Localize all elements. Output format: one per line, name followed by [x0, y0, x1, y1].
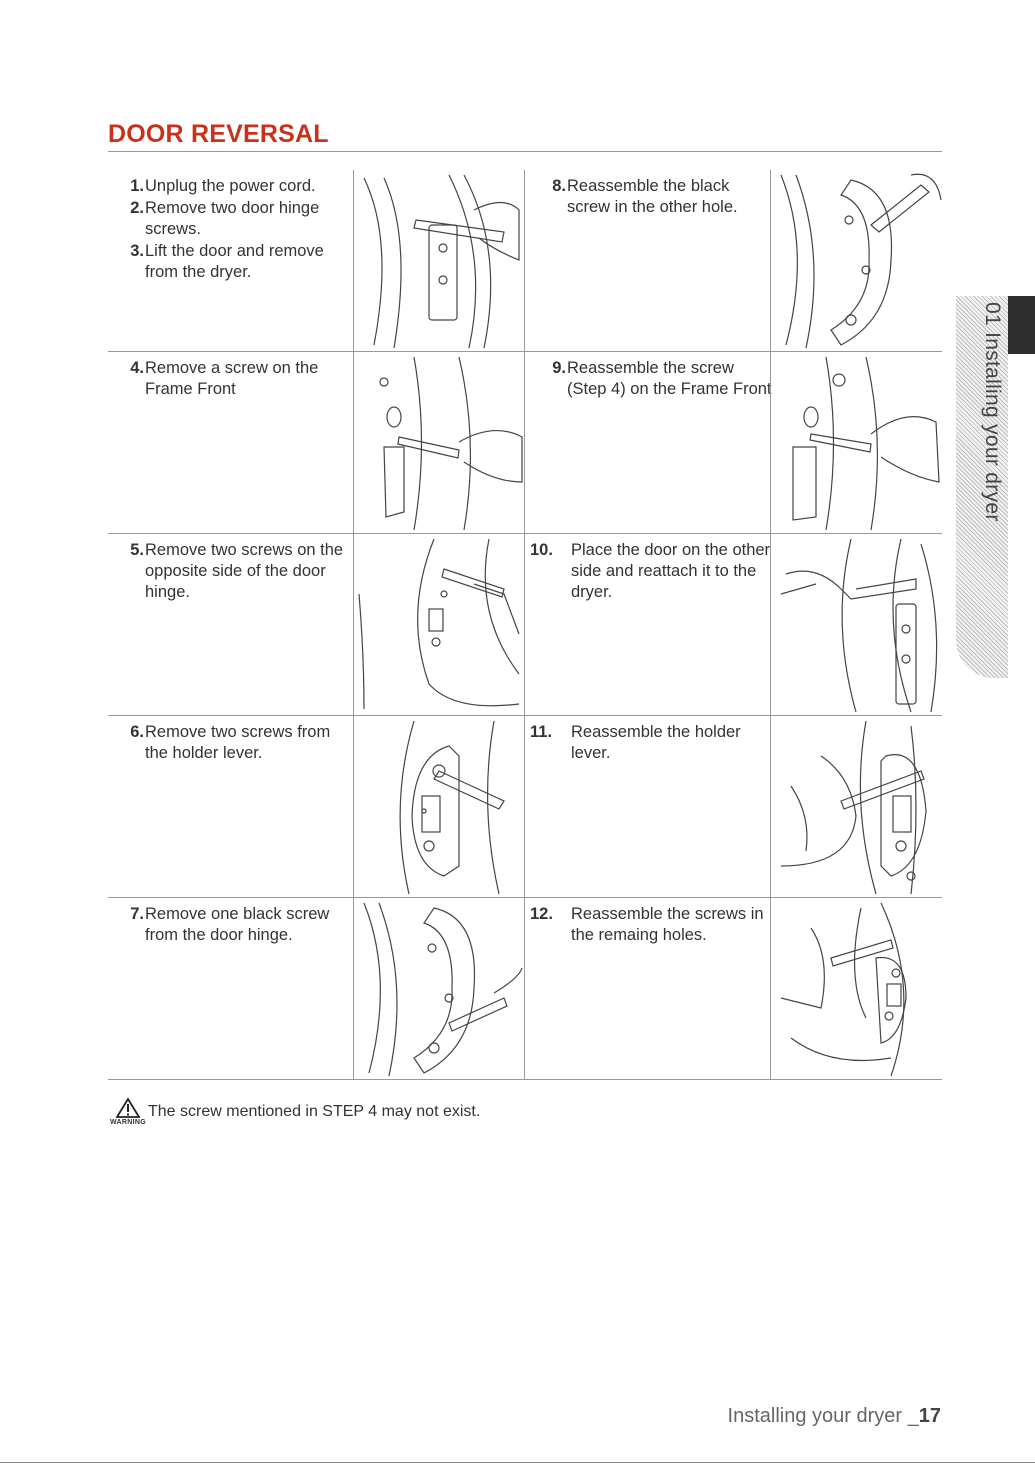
step-illustration-black-screw-remove [353, 898, 525, 1080]
step-text-cell [530, 358, 774, 401]
step-text-cell [530, 722, 774, 765]
side-tab-label: 01 Installing your dryer [981, 302, 1004, 522]
steps-grid [108, 170, 942, 1080]
bottom-rule [0, 1462, 1035, 1463]
step-item: 2. Remove two door hinge screws. [130, 199, 320, 238]
step-text-cell [108, 358, 344, 401]
step-item: 1. Unplug the power cord. [130, 177, 316, 195]
step-text-cell [108, 176, 344, 284]
step-text-cell [530, 904, 774, 947]
step-illustration-holder-lever-reassemble [770, 716, 943, 898]
step-illustration-frame-screw-reassemble [770, 352, 943, 534]
step-item: 12. Reassemble the screws in the remaing holes. [530, 905, 764, 944]
warning-triangle-icon [116, 1098, 140, 1118]
step-illustration-remaining-screws [770, 898, 943, 1080]
chapter-side-tab [956, 296, 1035, 678]
step-item: 3. Lift the door and remove from the dryer. [130, 242, 324, 281]
step-illustration-holder-lever [353, 716, 525, 898]
step-text-cell [530, 176, 774, 219]
title-rule [108, 151, 942, 152]
step-row [108, 170, 942, 352]
side-tab-marker [1008, 296, 1035, 354]
page-number: 17 [918, 1405, 941, 1427]
step-row [108, 534, 942, 716]
step-row [108, 352, 942, 534]
warning-note [108, 1098, 480, 1126]
step-item: 5. Remove two screws on the opposite side of the door hinge. [130, 541, 344, 601]
step-item: 6. Remove two screws from the holder lever. [130, 723, 331, 762]
step-illustration-black-screw [770, 170, 943, 352]
warning-label: WARNING [110, 1119, 146, 1126]
page-title: DOOR REVERSAL [108, 120, 329, 148]
footer-section: Installing your dryer _ [727, 1405, 919, 1427]
step-row [108, 716, 942, 898]
warning-text: The screw mentioned in STEP 4 may not exist. [148, 1103, 481, 1120]
step-illustration-frame-screw [353, 352, 525, 534]
step-item: 7. Remove one black screw from the door hinge. [130, 905, 330, 944]
step-row [108, 898, 942, 1080]
step-illustration-hinge-screws [353, 170, 525, 352]
step-text-cell [530, 540, 774, 604]
step-text-cell [108, 904, 344, 947]
step-text-cell [108, 540, 344, 604]
step-item: 10. Place the door on the other side and reattach it to the dryer. [530, 541, 771, 601]
step-item: 9. Reassemble the screw (Step 4) on the Frame Front [552, 359, 772, 398]
warning-badge [108, 1098, 148, 1126]
step-illustration-reattach-door [770, 534, 943, 716]
step-item: 11. Reassemble the holder lever. [530, 723, 741, 762]
page-footer [728, 1405, 941, 1428]
step-text-cell [108, 722, 344, 765]
step-item: 4. Remove a screw on the Frame Front [130, 359, 319, 398]
step-illustration-opposite-hinge [353, 534, 525, 716]
step-item: 8. Reassemble the black screw in the other hole. [552, 177, 738, 216]
